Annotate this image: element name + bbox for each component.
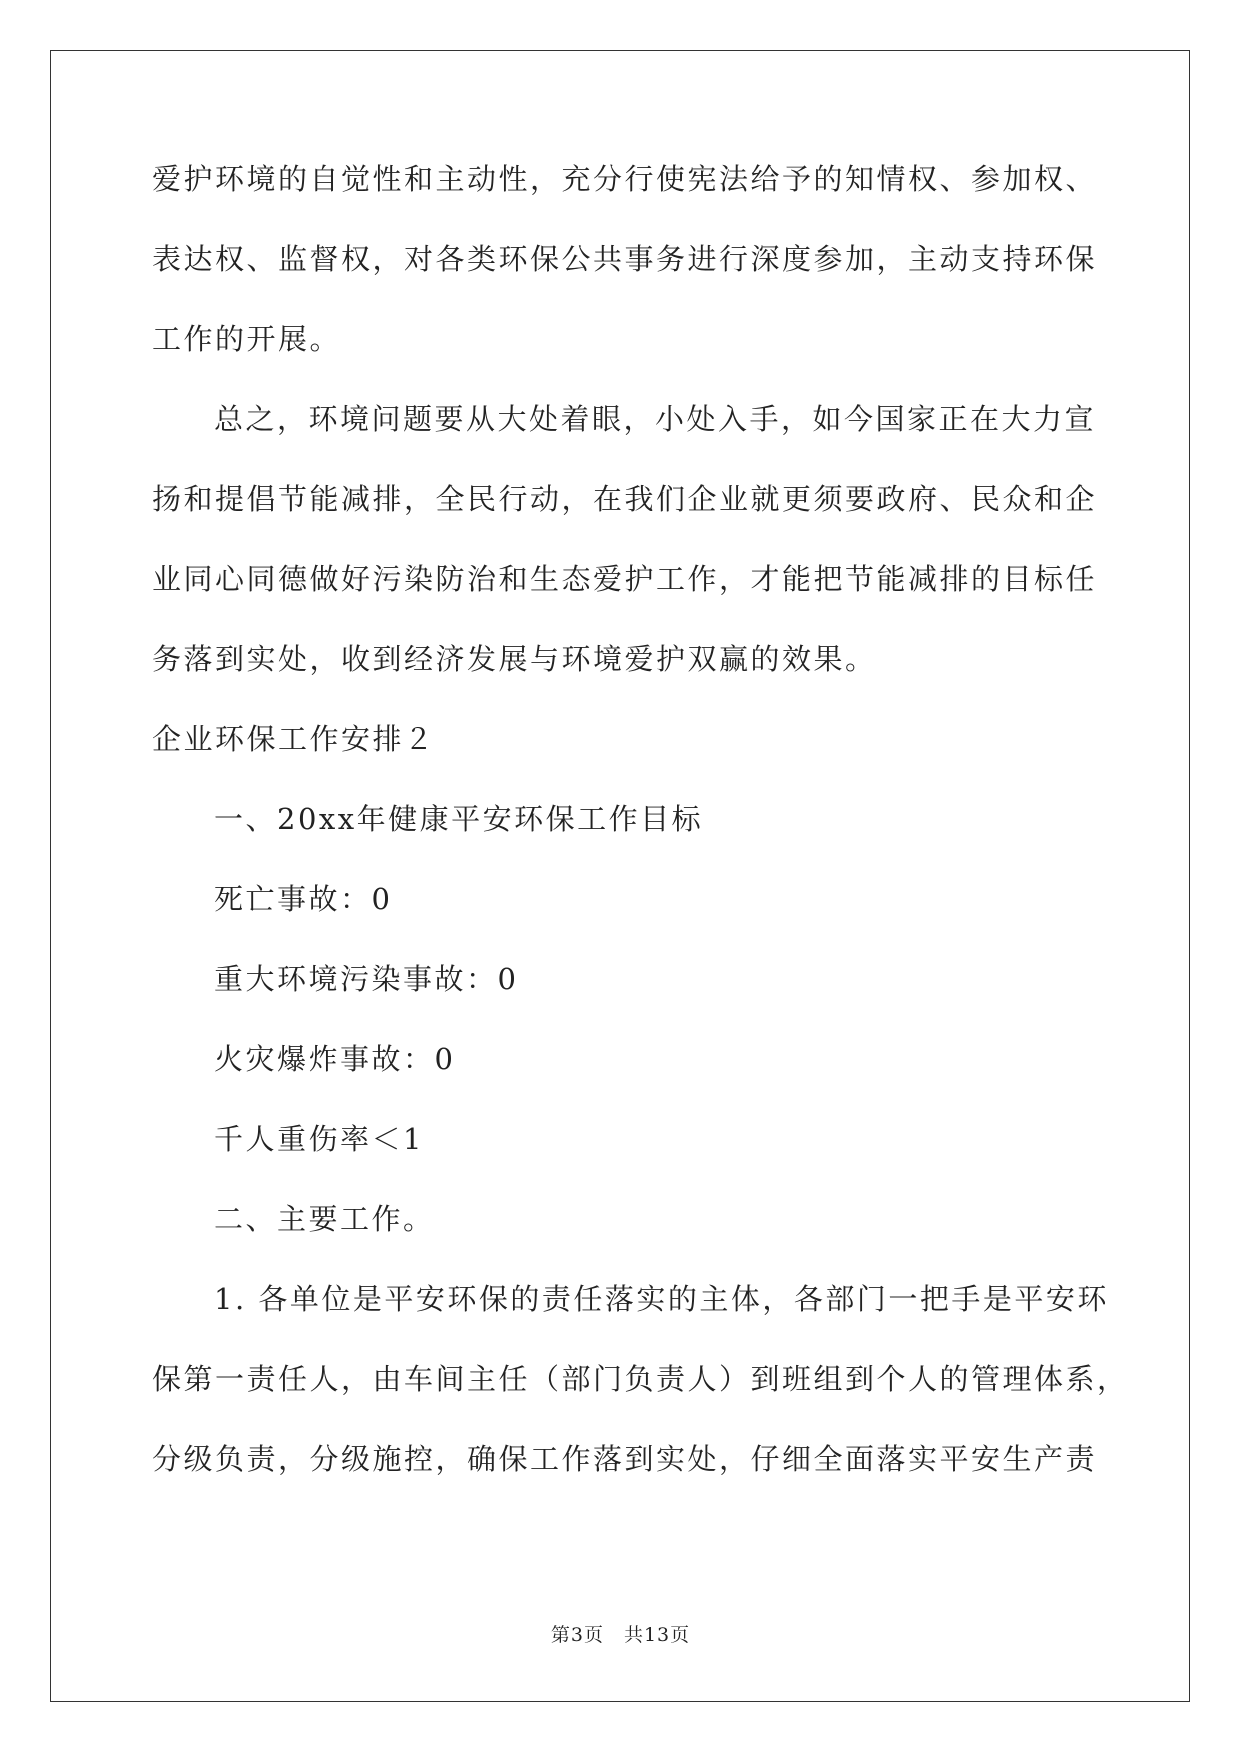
paragraph-line: 扬和提倡节能减排，全民行动，在我们企业就更须要政府、民众和企 xyxy=(152,482,1098,516)
paragraph-line: 工作的开展。 xyxy=(152,322,342,356)
paragraph-line: 保第一责任人，由车间主任（部门负责人）到班组到个人的管理体系， xyxy=(152,1362,1129,1396)
document-body xyxy=(152,152,1129,1512)
paragraph-line: 务落到实处，收到经济发展与环境爱护双赢的效果。 xyxy=(152,642,877,676)
paragraph-line: 分级负责，分级施控，确保工作落到实处，仔细全面落实平安生产责 xyxy=(152,1442,1098,1476)
subsection-heading: 一、20xx年健康平安环保工作目标 xyxy=(214,802,704,836)
target-item: 火灾爆炸事故：0 xyxy=(214,1042,456,1076)
target-item: 死亡事故：0 xyxy=(214,882,393,916)
target-item: 重大环境污染事故：0 xyxy=(214,962,519,996)
section-heading: 企业环保工作安排２ xyxy=(152,722,436,756)
subsection-heading: 二、主要工作。 xyxy=(214,1202,435,1236)
paragraph-line: 总之，环境问题要从大处着眼，小处入手，如今国家正在大力宣 xyxy=(214,402,1097,436)
paragraph-line: 表达权、监督权，对各类环保公共事务进行深度参加，主动支持环保 xyxy=(152,242,1098,276)
paragraph-line: 爱护环境的自觉性和主动性，充分行使宪法给予的知情权、参加权、 xyxy=(152,162,1098,196)
target-item: 千人重伤率＜1 xyxy=(214,1122,424,1156)
paragraph-line: 1. 各单位是平安环保的责任落实的主体，各部门一把手是平安环 xyxy=(214,1282,1109,1316)
page-number-footer: 第3页 共13页 xyxy=(550,1624,691,1646)
paragraph-line: 业同心同德做好污染防治和生态爱护工作，才能把节能减排的目标任 xyxy=(152,562,1098,596)
